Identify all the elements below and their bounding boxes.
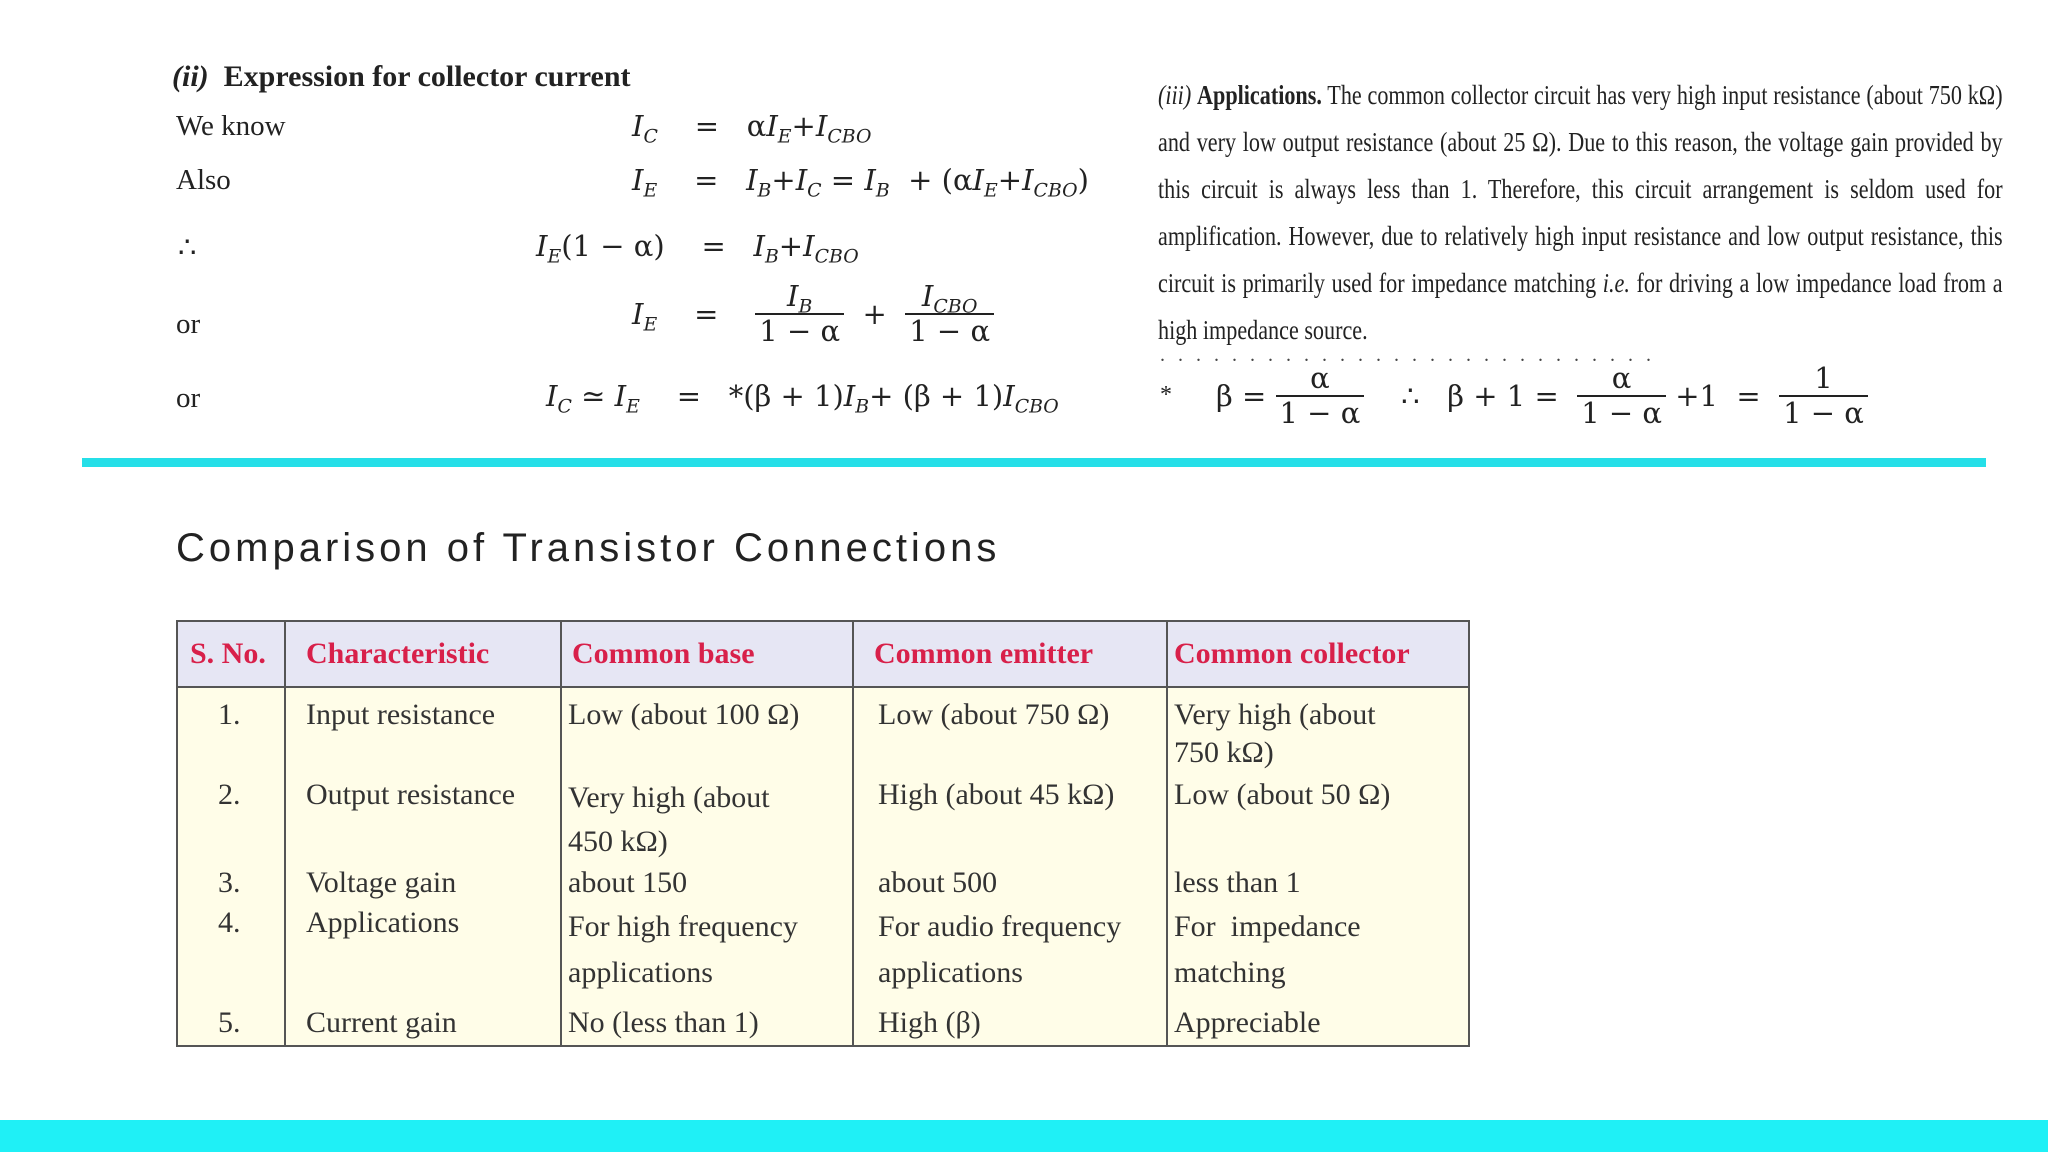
- cell-characteristic: Voltage gain: [285, 864, 561, 904]
- applications-text: The common collector circuit has very high input resistance (about 750 kΩ) and very low output resistance (about 25 Ω). Due to this reason, the voltage gain provided by this circuit is always less than 1. Therefore, this circuit arrangement is seldom used for amplification. However, due to relatively high input resistance and low output resistance, this circuit is primarily used for impedance matching: [1158, 80, 2003, 298]
- comparison-table: [176, 620, 1470, 1047]
- cell-characteristic: Applications: [285, 904, 561, 1004]
- header-common-emitter: Common emitter: [853, 621, 1167, 687]
- footnote-star: *: [1160, 382, 1172, 408]
- page-title: Comparison of Transistor Connections: [176, 526, 1001, 570]
- cell-common-collector: For impedance matching: [1167, 904, 1469, 1004]
- divider-line: [82, 458, 1986, 467]
- cell-common-emitter: For audio frequency applications: [853, 904, 1167, 1004]
- cell-common-base: Very high (about 450 kΩ): [561, 772, 853, 864]
- cell-sno: 5.: [177, 1004, 285, 1046]
- cell-common-base: No (less than 1): [561, 1004, 853, 1046]
- equation-3: $I_E(1 - \alpha)$ = $I_B+I_{CBO}$: [536, 229, 859, 268]
- equation-2: $I_E$ = $I_B+I_C = I_B + (\alpha I_E+I_{CBO})$: [632, 163, 1089, 202]
- cell-common-emitter: High (about 45 kΩ): [853, 772, 1167, 864]
- table-header-row: [177, 621, 1469, 687]
- label-or-1: or: [176, 308, 201, 340]
- applications-paragraph: [1158, 72, 2003, 354]
- cell-characteristic: Output resistance: [285, 772, 561, 864]
- table-row: [177, 1004, 1469, 1046]
- header-characteristic: Characteristic: [285, 621, 561, 687]
- cell-common-collector: less than 1: [1167, 864, 1469, 904]
- bottom-accent-bar: [0, 1120, 2048, 1152]
- section-heading-collector-current: [172, 60, 631, 94]
- cell-sno: 3.: [177, 864, 285, 904]
- cell-common-base: Low (about 100 Ω): [561, 687, 853, 772]
- heading-text: Expression for collector current: [223, 60, 631, 93]
- label-therefore: ∴: [178, 232, 197, 264]
- cell-common-collector: Very high (about 750 kΩ): [1167, 687, 1469, 772]
- equation-5: $I_C$ ≃ $I_E$ = $*(\beta + 1)I_B+ (\beta + 1)I_{CBO}$: [546, 379, 1059, 418]
- applications-text-end: for driving a low impedance load from a high impedance source.: [1158, 268, 2003, 345]
- header-common-collector: Common collector: [1167, 621, 1469, 687]
- table-row: [177, 772, 1469, 864]
- applications-number: (iii): [1158, 80, 1192, 110]
- label-also: Also: [176, 164, 231, 196]
- label-we-know: We know: [176, 110, 286, 142]
- applications-title: Applications.: [1197, 80, 1322, 110]
- table-row: [177, 904, 1469, 1004]
- table-row: [177, 864, 1469, 904]
- table-row: [177, 687, 1469, 772]
- cell-sno: 1.: [177, 687, 285, 772]
- cell-sno: 4.: [177, 904, 285, 1004]
- cell-common-base: For high frequency applications: [561, 904, 853, 1004]
- footnote-dots: . . . . . . . . . . . . . . . . . . . . . . . . . . . .: [1160, 344, 1655, 366]
- header-common-base: Common base: [561, 621, 853, 687]
- equation-4: $I_E$ = $\frac{I_B}{1 - \alpha}$ + $\frac{I_{CBO}}{1 - \alpha}$: [632, 280, 994, 349]
- cell-sno: 2.: [177, 772, 285, 864]
- cell-common-base: about 150: [561, 864, 853, 904]
- applications-ie: i.e.: [1602, 268, 1630, 298]
- cell-common-collector: Appreciable: [1167, 1004, 1469, 1046]
- header-sno: S. No.: [177, 621, 285, 687]
- cell-common-emitter: about 500: [853, 864, 1167, 904]
- cell-characteristic: Input resistance: [285, 687, 561, 772]
- cell-common-emitter: Low (about 750 Ω): [853, 687, 1167, 772]
- label-or-2: or: [176, 382, 201, 414]
- cell-common-collector: Low (about 50 Ω): [1167, 772, 1469, 864]
- cell-characteristic: Current gain: [285, 1004, 561, 1046]
- heading-number: (ii): [172, 60, 209, 93]
- equation-1: $I_C$ = $\alpha I_E+I_{CBO}$: [632, 109, 872, 148]
- footnote-equation: β = $\frac{\alpha}{1 - \alpha}$ ∴ β + 1 = $\frac{\alpha}{1 - \alpha}$ +1 = $\frac{1}{1 - \alpha}$: [1216, 362, 1868, 431]
- cell-common-emitter: High (β): [853, 1004, 1167, 1046]
